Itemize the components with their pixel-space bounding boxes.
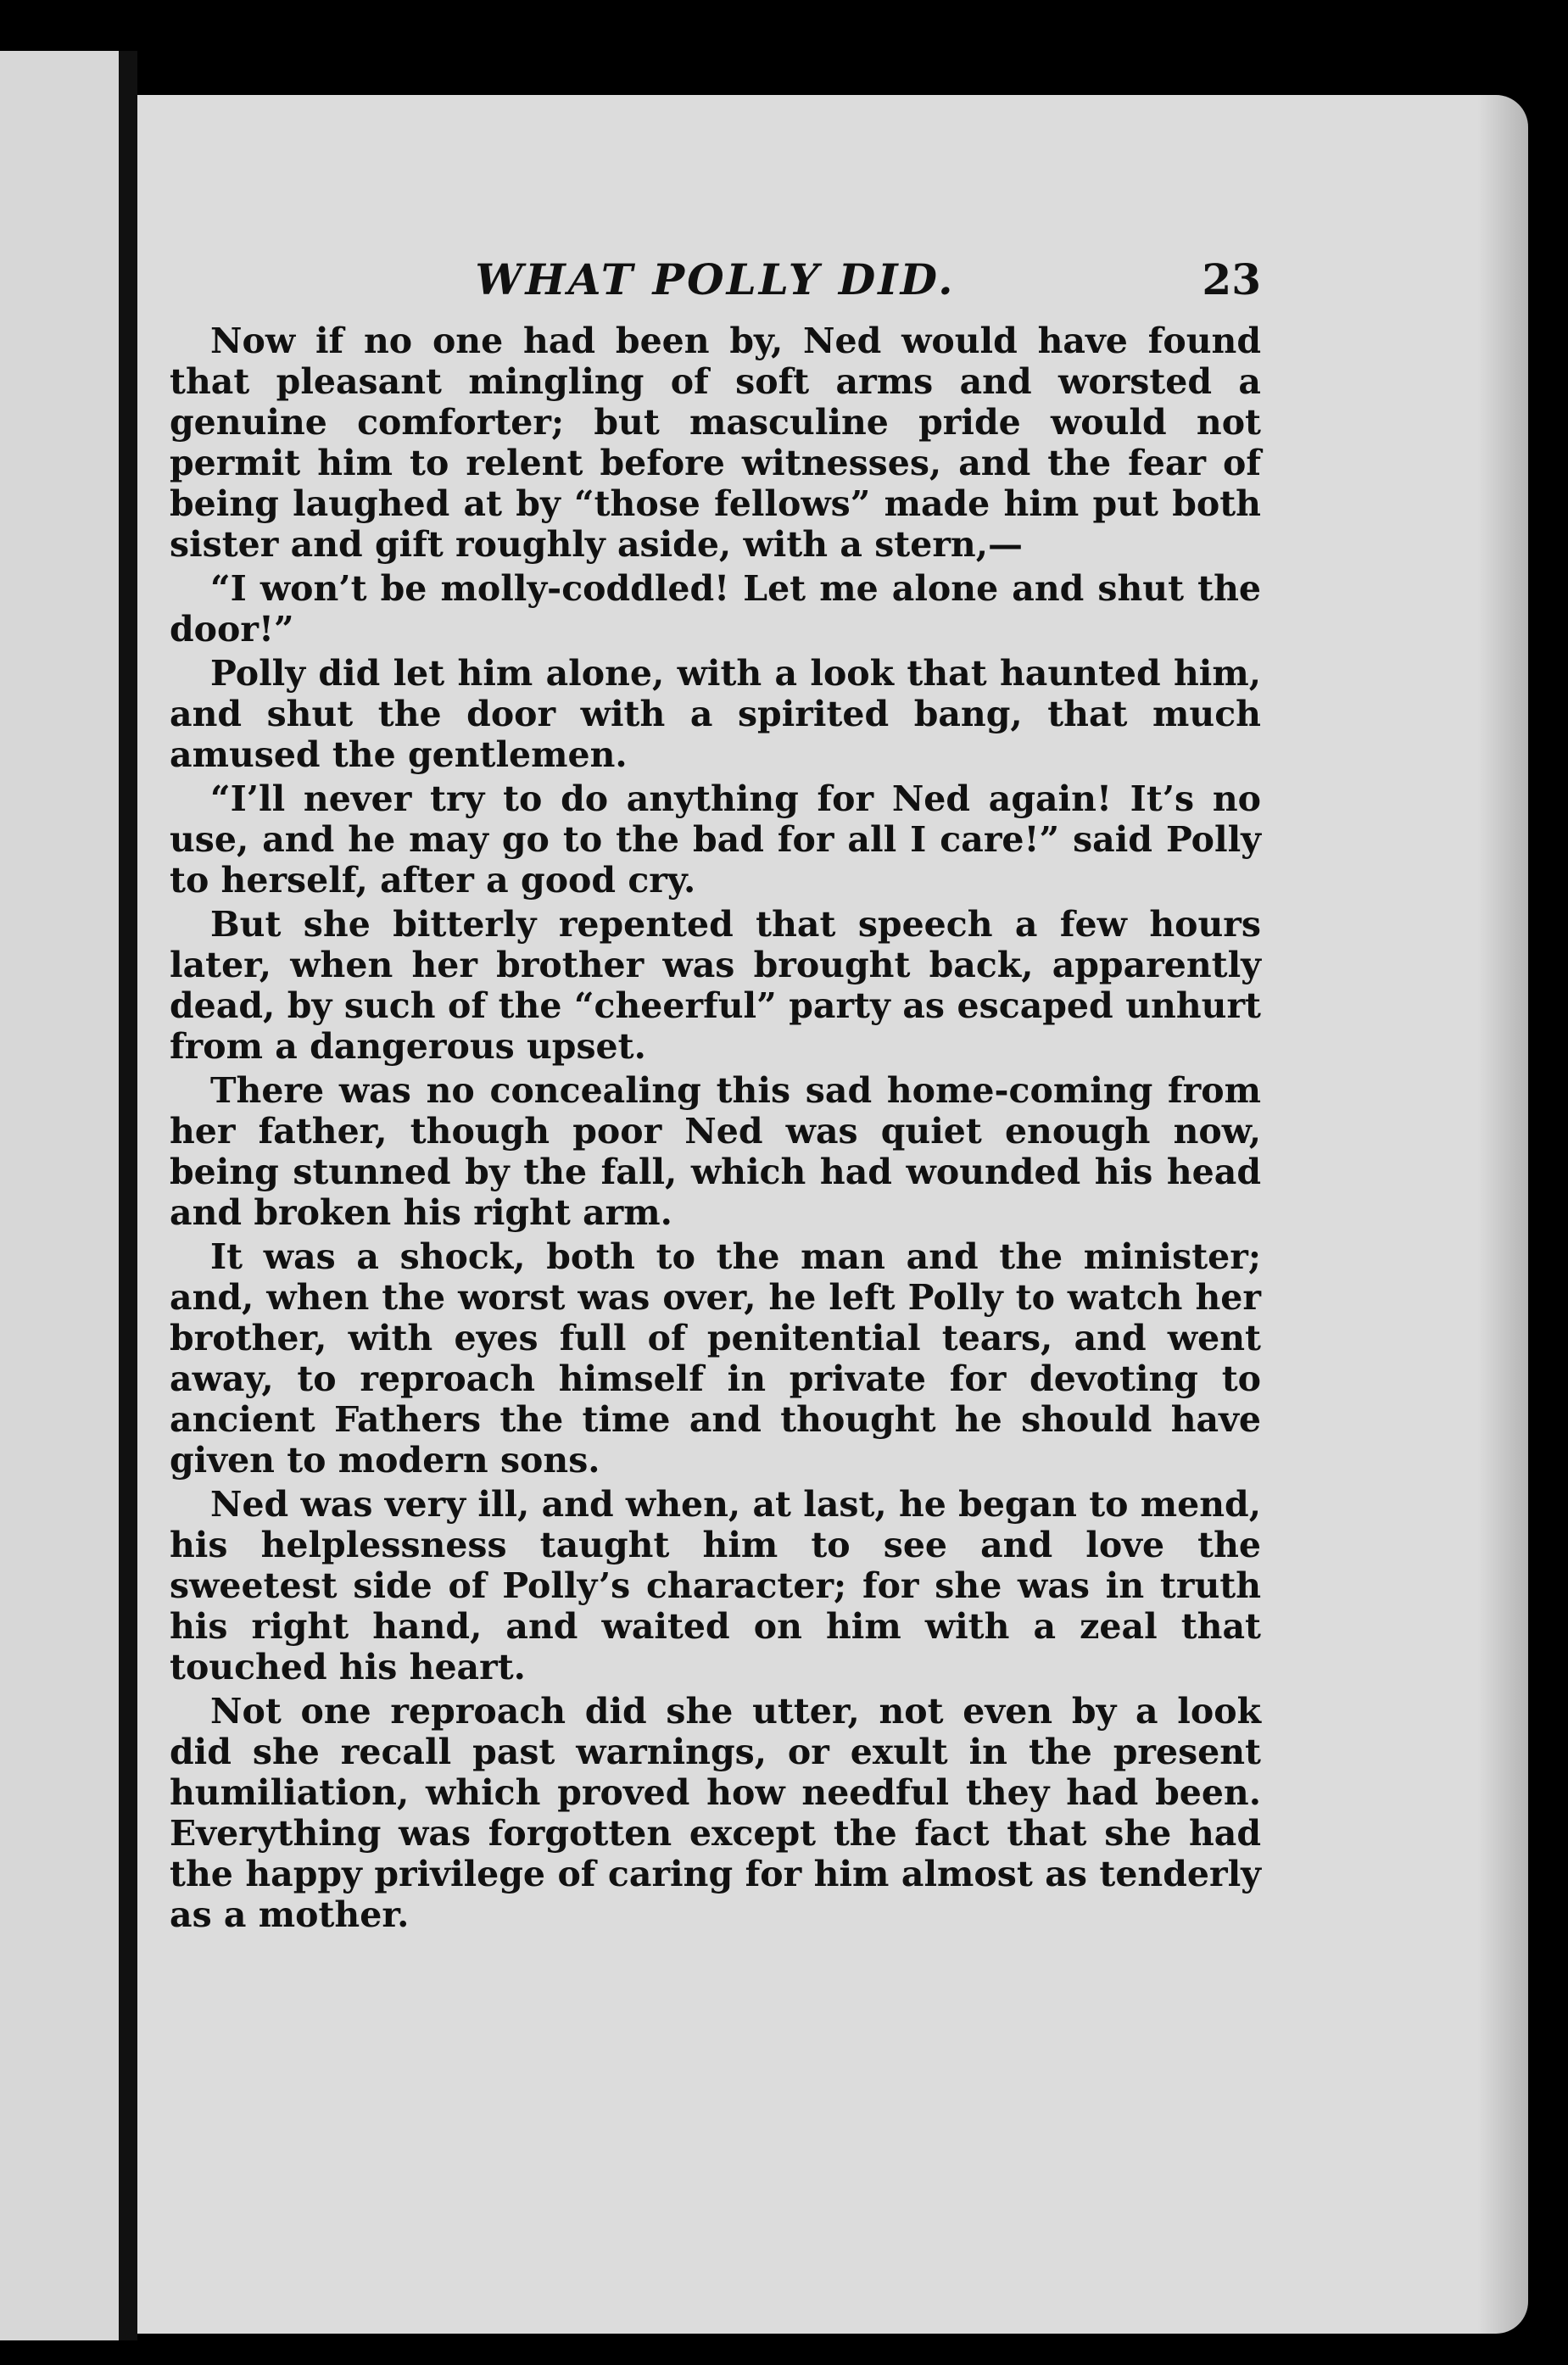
paragraph: “I won’t be molly-coddled! Let me alone and shut the door!” [170,568,1261,650]
paragraph: There was no concealing this sad home-coming from her father, though poor Ned was quiet enough now, being stunned by the fall, which had wounded his head and broken his right arm. [170,1070,1261,1233]
paragraph: “I’ll never try to do anything for Ned again! It’s no use, and he may go to the bad for all I care!” said Polly to herself, after a good cry. [170,778,1261,901]
paragraph: But she bitterly repented that speech a few hours later, when her brother was brought back, apparently dead, by such of the “cheerful” party as escaped unhurt from a dangerous upset. [170,904,1261,1067]
paragraph: It was a shock, both to the man and the minister; and, when the worst was over, he left Polly to watch her brother, with eyes full of penitential tears, and went away, to reproach himself in private for devoting to ancient Fathers the time and thought he should have given to modern sons. [170,1236,1261,1481]
page-header [170,254,1261,314]
paragraph: Not one reproach did she utter, not even by a look did she recall past warnings, or exult in the present humiliation, which proved how needful they had been. Everything was forgotten except the fact that she had the happy privilege of caring for him almost as tenderly as a mother. [170,1691,1261,1935]
page-number: 23 [1202,254,1261,304]
running-head: WHAT POLLY DID. [475,254,956,304]
paragraph: Polly did let him alone, with a look that haunted him, and shut the door with a spirited bang, that much amused the gentlemen. [170,653,1261,775]
paragraph: Ned was very ill, and when, at last, he began to mend, his helplessness taught him to see and love the sweetest side of Polly’s character; for she was in truth his right hand, and waited on him with a zeal that touched his heart. [170,1484,1261,1687]
binding-gutter [119,51,137,2340]
body-text [170,321,1261,1938]
facing-page-edge [0,51,119,2340]
paragraph: Now if no one had been by, Ned would have found that pleasant mingling of soft arms and worsted a genuine comforter; but masculine pride would not permit him to relent before witnesses, and the fear of being laughed at by “those fellows” made him put both sister and gift roughly aside, with a stern,— [170,321,1261,565]
page-edge-shadow [1477,95,1528,2334]
